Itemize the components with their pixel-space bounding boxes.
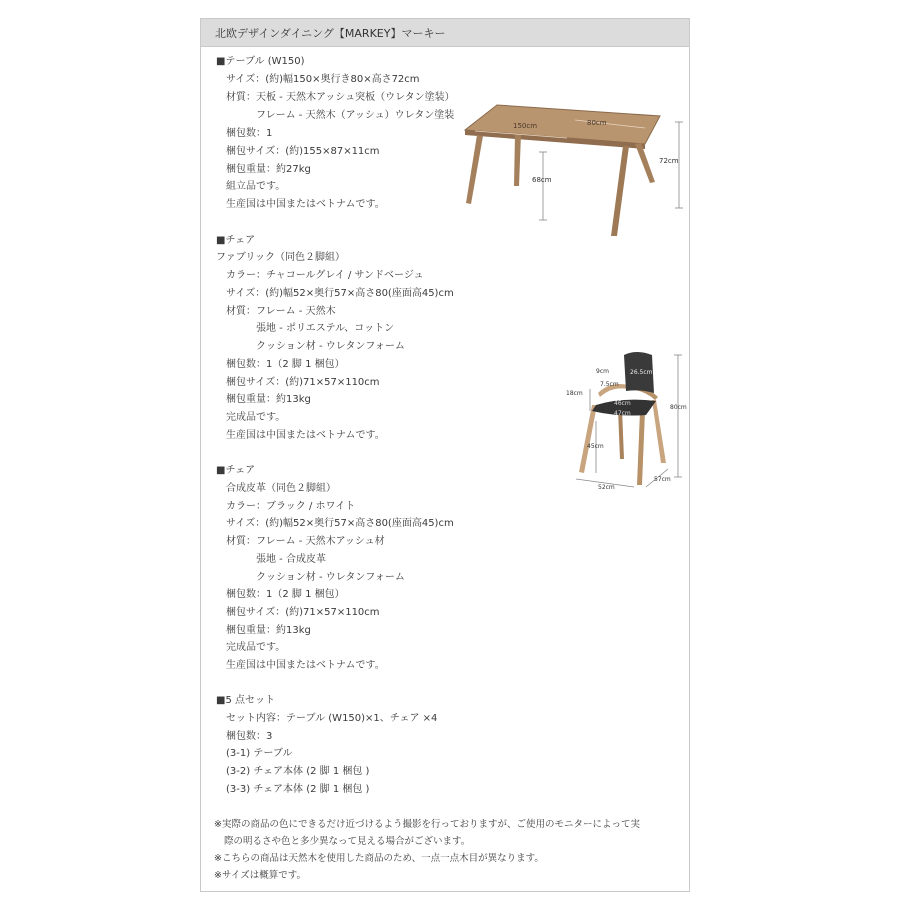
chair-fabric-type: ファブリック（同色２脚組） <box>216 252 345 263</box>
set-packages: 梱包数：3 <box>226 731 273 742</box>
table-leg <box>514 134 521 186</box>
note-1a: ※実際の商品の色にできるだけ近づけるよう撮影を行っておりますが、ご使用のモニターによって実 <box>214 819 640 830</box>
table-leg <box>611 146 629 236</box>
chair-arm-height-label: 18cm <box>566 390 583 397</box>
table-size: サイズ：(約)幅150×奥行き80×高さ72cm <box>226 74 420 85</box>
table-depth-label: 80cm <box>587 119 607 127</box>
chair-leather-material-2: 張地 - 合成皮革 <box>256 554 326 565</box>
chair-fabric-heading: ■チェア <box>216 235 256 246</box>
table-material-2: フレーム - 天然木（アッシュ）ウレタン塗装 <box>256 110 455 121</box>
table-heading: ■テーブル (W150) <box>216 56 305 67</box>
chair-seat-width-label: 46cm <box>614 400 631 407</box>
chair-arm-label: 7.5cm <box>600 381 619 388</box>
chair-leg <box>652 400 666 463</box>
chair-leather-heading: ■チェア <box>216 465 256 476</box>
chair-leather-packages: 梱包数：1（2 脚 1 梱包） <box>226 589 345 600</box>
chair-fabric-assembly: 完成品です。 <box>226 412 286 423</box>
chair-fabric-pack-weight: 梱包重量：約13kg <box>226 394 311 405</box>
table-pack-weight: 梱包重量：約27kg <box>226 164 311 175</box>
table-height-label: 72cm <box>659 157 679 165</box>
table-clearance-label: 68cm <box>532 176 552 184</box>
chair-illustration <box>562 345 690 493</box>
chair-fabric-material-1: 材質：フレーム - 天然木 <box>226 306 336 317</box>
chair-seat-depth-label: 47cm <box>614 410 631 417</box>
note-2: ※こちらの商品は天然木を使用した商品のため、一点一点木目が異なります。 <box>214 853 544 864</box>
chair-leather-material-3: クッション材 - ウレタンフォーム <box>256 572 405 583</box>
chair-leather-pack-size: 梱包サイズ：(約)71×57×110cm <box>226 607 380 618</box>
header-bar <box>201 19 689 47</box>
chair-height-label: 80cm <box>670 404 687 411</box>
chair-fabric-material-3: クッション材 - ウレタンフォーム <box>256 341 405 352</box>
table-material-1: 材質：天板 - 天然木アッシュ突板（ウレタン塗装） <box>226 92 455 103</box>
table-assembly: 組立品です。 <box>226 181 286 192</box>
set-item-2: (3-2) チェア本体 (2 脚 1 梱包 ) <box>226 766 370 777</box>
chair-leather-type: 合成皮革（同色２脚組） <box>226 483 336 494</box>
set-item-1: (3-1) テーブル <box>226 748 293 759</box>
chair-fabric-origin: 生産国は中国またはベトナムです。 <box>226 430 385 441</box>
chair-backrest-height-label: 26.5cm <box>630 369 653 376</box>
chair-width-label: 52cm <box>598 484 615 491</box>
set-item-3: (3-3) チェア本体 (2 脚 1 梱包 ) <box>226 784 370 795</box>
chair-fabric-color: カラー：チャコールグレイ / サンドベージュ <box>226 270 424 281</box>
table-illustration <box>455 100 695 240</box>
chair-fabric-material-2: 張地 - ポリエステル、コットン <box>256 323 395 334</box>
note-3: ※サイズは概算です。 <box>214 870 306 881</box>
chair-leather-material-1: 材質：フレーム - 天然木アッシュ材 <box>226 536 385 547</box>
chair-back-gap-label: 9cm <box>596 368 609 375</box>
page-title: 北欧デザインダイニング【MARKEY】マーキー <box>215 27 446 40</box>
table-pack-size: 梱包サイズ：(約)155×87×11cm <box>226 146 380 157</box>
chair-leather-assembly: 完成品です。 <box>226 642 286 653</box>
chair-leather-color: カラー：ブラック / ホワイト <box>226 501 356 512</box>
chair-leather-size: サイズ：(約)幅52×奥行57×高さ80(座面高45)cm <box>226 518 454 529</box>
note-1b: 際の明るさや色と多少異なって見える場合がございます。 <box>224 836 471 847</box>
chair-leather-origin: 生産国は中国またはベトナムです。 <box>226 660 385 671</box>
chair-leather-pack-weight: 梱包重量：約13kg <box>226 625 311 636</box>
chair-fabric-pack-size: 梱包サイズ：(約)71×57×110cm <box>226 377 380 388</box>
table-origin: 生産国は中国またはベトナムです。 <box>226 199 385 210</box>
chair-fabric-size: サイズ：(約)幅52×奥行57×高さ80(座面高45)cm <box>226 288 454 299</box>
chair-leg <box>637 411 645 485</box>
table-packages: 梱包数：1 <box>226 128 273 139</box>
chair-seat-height-label: 45cm <box>587 443 604 450</box>
chair-fabric-packages: 梱包数：1（2 脚 1 梱包） <box>226 359 345 370</box>
set-contents: セット内容：テーブル (W150)×1、チェア ×4 <box>226 713 438 724</box>
table-width-label: 150cm <box>513 122 538 130</box>
table-leg <box>466 135 483 204</box>
chair-leg <box>579 405 597 473</box>
chair-depth-label: 57cm <box>654 476 671 483</box>
set-heading: ■5 点セット <box>216 695 275 706</box>
